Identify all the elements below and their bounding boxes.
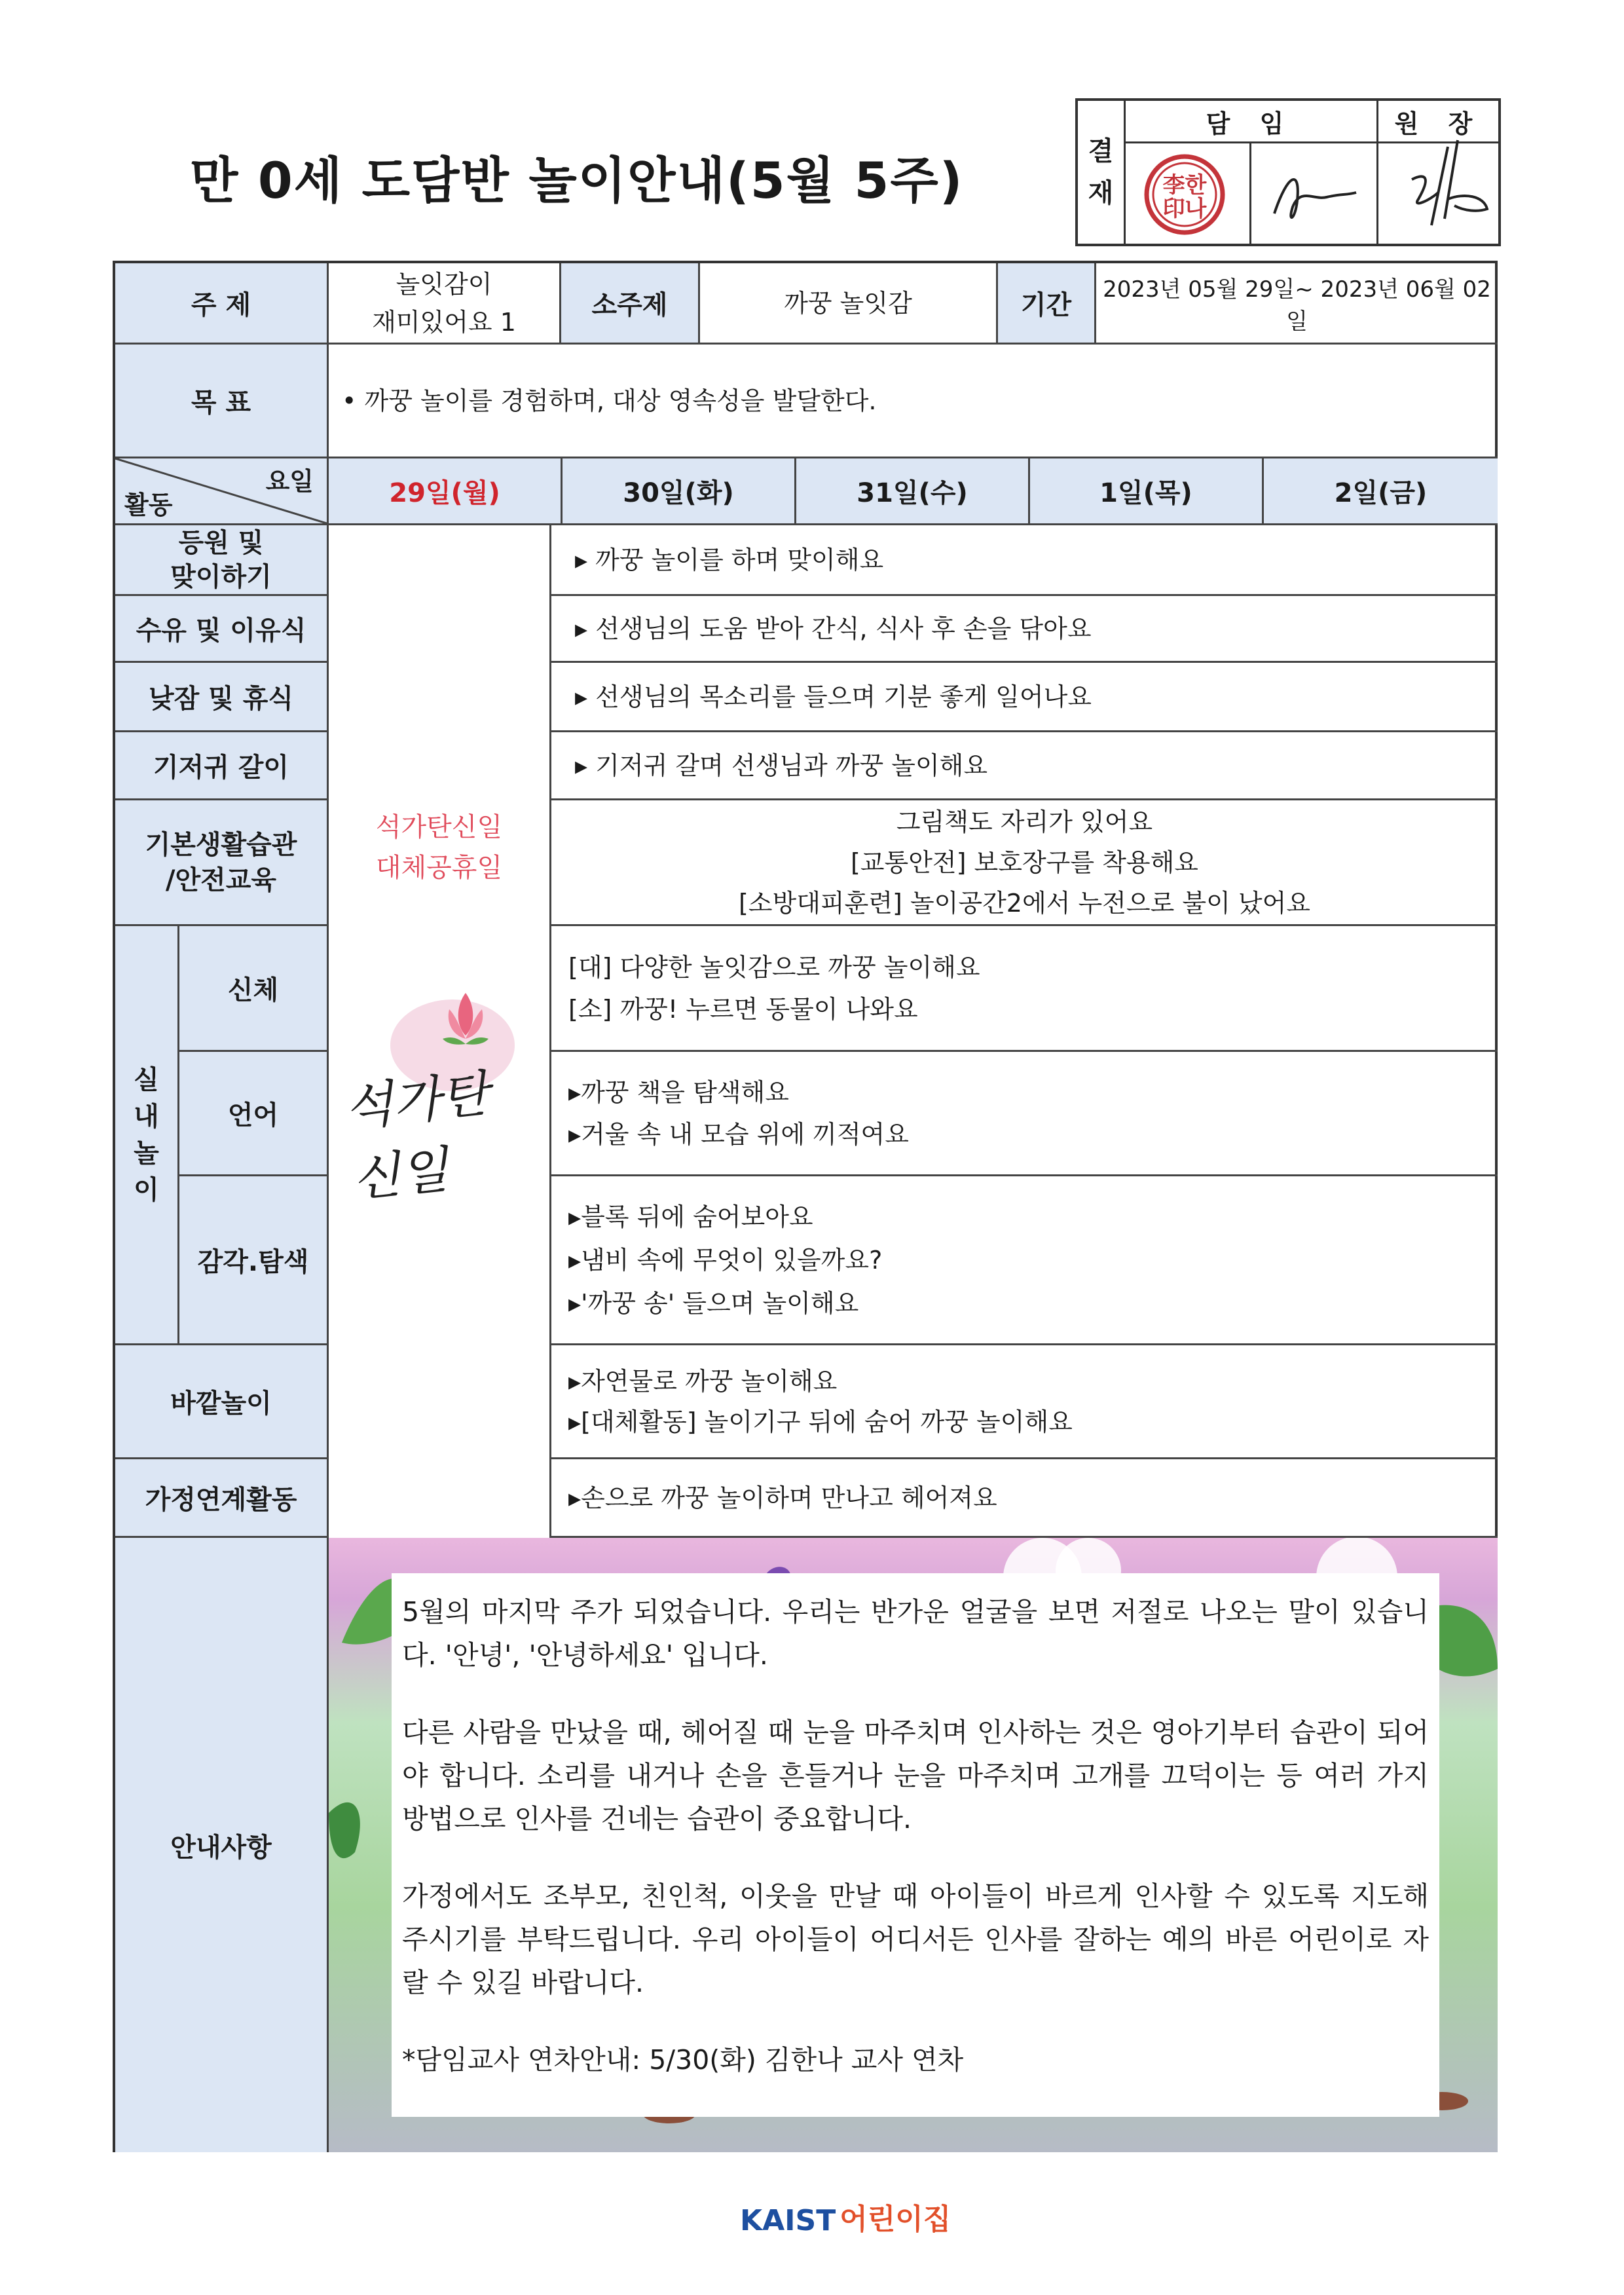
goal-label: 목 표 (115, 345, 329, 458)
holiday-line1: 석가탄신일 (375, 812, 503, 842)
habits-line2: [교통안전] 보호장구를 착용해요 (850, 848, 1198, 877)
subtopic-label: 소주제 (561, 263, 700, 345)
outdoor-line1: ▸자연물로 까꿍 놀이해요 (568, 1366, 838, 1396)
sensory-text (551, 1176, 1498, 1345)
habits-text (551, 800, 1498, 926)
approval-label (1078, 101, 1126, 244)
period-value: 2023년 05월 29일~ 2023년 06월 02일 (1096, 263, 1498, 345)
buddha-birthday-illustration (341, 947, 538, 1208)
corner-activity-label: 활동 (124, 491, 173, 519)
teacher-stamp (1142, 152, 1227, 237)
subject-value-line2: 재미있어요 1 (372, 307, 516, 337)
calligraphy-text: 석가탄신일 (341, 1064, 491, 1208)
indoor-label-char: 놀 (134, 1138, 159, 1168)
outdoor-label: 바깥놀이 (115, 1345, 329, 1459)
holiday-notice (376, 807, 502, 888)
notice-label: 안내사항 (115, 1538, 329, 2152)
habits-label-line1: 기본생활습관 (145, 829, 297, 860)
meal-label: 수유 및 이유식 (115, 596, 329, 663)
physical-text (551, 926, 1498, 1052)
arrival-label-line2: 맞이하기 (170, 561, 272, 592)
notice-paragraph-1: 5월의 마지막 주가 되었습니다. 우리는 반가운 얼굴을 보면 저절로 나오는 말이 있습니다. '안녕', '안녕하세요' 입니다. (402, 1596, 1429, 1671)
subject-value (329, 263, 561, 345)
logo-daycare: 어린이집 (840, 2203, 951, 2236)
director-label: 원 장 (1376, 101, 1501, 143)
approval-label-char-2: 재 (1088, 178, 1114, 208)
family-label: 가정연계활동 (115, 1459, 329, 1538)
svg-text:印나: 印나 (1162, 196, 1207, 222)
language-text (551, 1052, 1498, 1176)
language-label: 언어 (179, 1052, 329, 1176)
footer-logo (740, 2195, 951, 2237)
habits-line1: 그림책도 자리가 있어요 (896, 807, 1153, 836)
subject-value-line1: 놀잇감이 (396, 269, 492, 299)
arrival-text: ▸ 까꿍 놀이를 하며 맞이해요 (551, 525, 1498, 596)
indoor-play-label (115, 926, 179, 1345)
habits-line3: [소방대피훈련] 놀이공간2에서 누전으로 불이 났어요 (738, 888, 1310, 918)
sensory-line2: ▸냄비 속에 무엇이 있을까요? (568, 1245, 883, 1275)
language-line1: ▸까꿍 책을 탐색해요 (568, 1077, 789, 1107)
day-mon: 29일(월) (329, 458, 563, 525)
approval-label-char-1: 결 (1088, 136, 1114, 166)
notice-paragraph-3: 가정에서도 조부모, 친인척, 이웃을 만날 때 아이들이 바르게 인사할 수 있도록 지도해 주시기를 부탁드립니다. 우리 아이들이 어디서든 인사를 잘하는 예의 바른 어린이로 자랄 수 있길 바랍니다. (402, 1880, 1429, 1998)
physical-label: 신체 (179, 926, 329, 1052)
physical-line2: [소] 까꿍! 누르면 동물이 나와요 (568, 994, 918, 1024)
diaper-text: ▸ 기저귀 갈며 선생님과 까꿍 놀이해요 (551, 732, 1498, 800)
day-wed: 31일(수) (796, 458, 1030, 525)
language-line2: ▸거울 속 내 모습 위에 끼적여요 (568, 1119, 909, 1149)
indoor-label-char: 실 (134, 1064, 159, 1095)
day-fri: 2일(금) (1264, 458, 1498, 525)
goal-value: • 까꿍 놀이를 경험하며, 대상 영속성을 발달한다. (329, 345, 1498, 458)
subtopic-value: 까꿍 놀잇감 (700, 263, 998, 345)
outdoor-line2: ▸[대체활동] 놀이기구 뒤에 숨어 까꿍 놀이해요 (568, 1407, 1073, 1436)
director-signature (1386, 127, 1497, 238)
day-tue: 30일(화) (563, 458, 796, 525)
notice-footnote: *담임교사 연차안내: 5/30(화) 김한나 교사 연차 (402, 2044, 964, 2076)
notice-text-box (392, 1573, 1439, 2117)
approval-box (1075, 98, 1501, 246)
notice-paragraph-2: 다른 사람을 만났을 때, 헤어질 때 눈을 마주치며 인사하는 것은 영아기부터 습관이 되어야 합니다. 소리를 내거나 손을 흔들거나 눈을 마주치며 고개를 끄덕이는 등 여러 가지 방법으로 인사를 건네는 습관이 중요합니다. (402, 1717, 1429, 1835)
meal-text: ▸ 선생님의 도움 받아 간식, 식사 후 손을 닦아요 (551, 596, 1498, 663)
period-label: 기간 (998, 263, 1096, 345)
outdoor-text (551, 1345, 1498, 1459)
arrival-label-line1: 등원 및 (178, 527, 264, 558)
indoor-label-char: 내 (134, 1101, 159, 1132)
nap-label: 낮잠 및 휴식 (115, 663, 329, 732)
svg-text:李한: 李한 (1162, 172, 1207, 198)
teacher-signature (1261, 161, 1366, 233)
physical-line1: [대] 다양한 놀잇감으로 까꿍 놀이해요 (568, 952, 980, 982)
habits-label-line2: /안전교육 (165, 865, 277, 895)
habits-label (115, 800, 329, 926)
page-title: 만 0세 도담반 놀이안내(5월 5주) (190, 151, 964, 210)
family-text: ▸손으로 까꿍 놀이하며 만나고 헤어져요 (551, 1459, 1498, 1538)
nap-text: ▸ 선생님의 목소리를 들으며 기분 좋게 일어나요 (551, 663, 1498, 732)
teacher-label: 담 임 (1124, 101, 1376, 143)
day-thu: 1일(목) (1030, 458, 1264, 525)
sensory-line3: ▸'까꿍 송' 들으며 놀이해요 (568, 1288, 859, 1318)
holiday-line2: 대체공휴일 (375, 853, 503, 883)
arrival-label (115, 525, 329, 596)
logo-kaist: KAIST (740, 2204, 836, 2237)
corner-day-label: 요일 (265, 467, 314, 496)
subject-label: 주 제 (115, 263, 329, 345)
day-activity-corner (115, 458, 329, 525)
sensory-line1: ▸블록 뒤에 숨어보아요 (568, 1202, 813, 1231)
indoor-label-char: 이 (134, 1174, 159, 1205)
sensory-label: 감각.탐색 (179, 1176, 329, 1345)
diaper-label: 기저귀 갈이 (115, 732, 329, 800)
